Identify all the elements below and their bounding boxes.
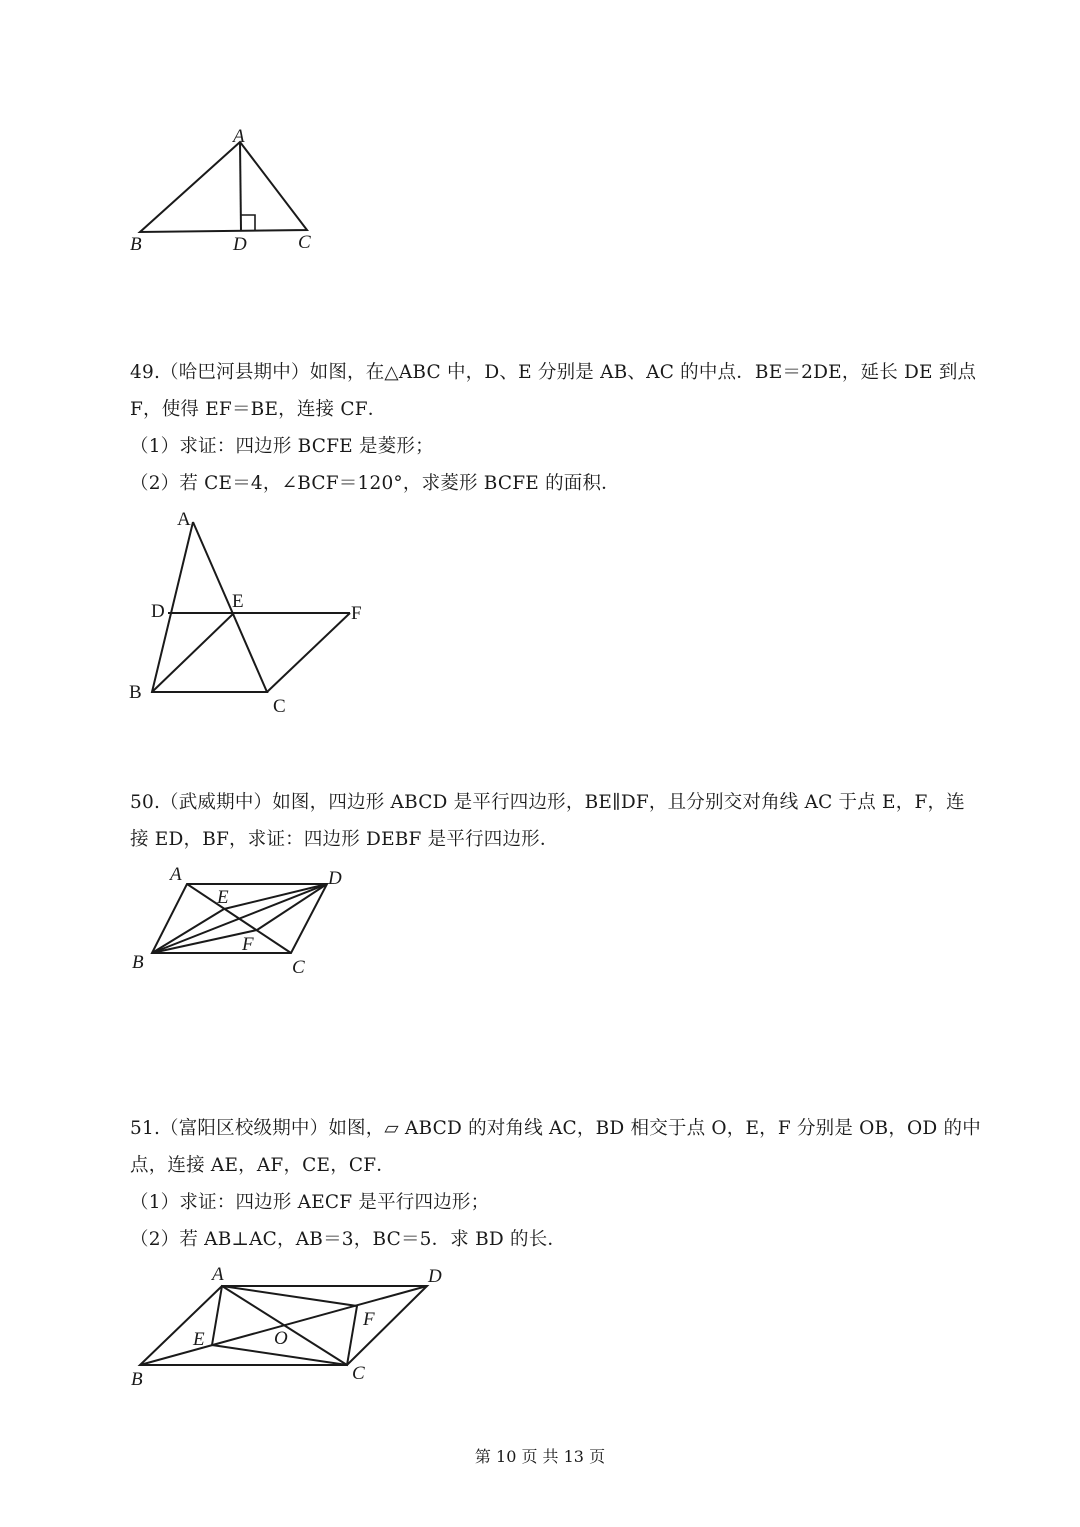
figure-q51-parallelogram [120, 1258, 460, 1393]
q49-line1: 49.（哈巴河县期中）如图，在△ABC 中，D、E 分别是 AB、AC 的中点．BE＝2DE，延长 DE 到点 [130, 362, 977, 383]
q51-line2: 点，连接 AE，AF，CE，CF． [130, 1155, 395, 1176]
label-d: D [428, 1266, 442, 1287]
label-e: E [217, 887, 229, 908]
q51-part1: （1）求证：四边形 AECF 是平行四边形； [130, 1192, 490, 1213]
q49-part2: （2）若 CE＝4，∠BCF＝120°，求菱形 BCFE 的面积． [130, 473, 620, 494]
label-c: C [352, 1363, 365, 1384]
segment-be [152, 613, 234, 692]
label-d: D [151, 601, 165, 622]
page-number-footer: 第 10 页 共 13 页 [474, 1447, 606, 1466]
label-b: B [131, 1369, 143, 1390]
label-c: C [298, 232, 311, 253]
figure-q49-rhombus [120, 505, 390, 720]
q50-line2: 接 ED，BF，求证：四边形 DEBF 是平行四边形． [130, 829, 559, 850]
q49-line2: F，使得 EF＝BE，连接 CF． [130, 399, 387, 420]
figure-q50-parallelogram [120, 860, 360, 985]
q51-line1: 51.（富阳区校级期中）如图，▱ ABCD 的对角线 AC，BD 相交于点 O，E，F 分别是 OB，OD 的中 [130, 1118, 981, 1139]
altitude-ad [240, 142, 241, 231]
label-f: F [351, 603, 362, 624]
label-a: A [177, 509, 191, 530]
triangle-abc [140, 142, 307, 232]
label-e: E [193, 1329, 205, 1350]
label-b: B [132, 952, 144, 973]
label-e: E [232, 591, 244, 612]
label-a: A [212, 1264, 224, 1285]
q49-part1: （1）求证：四边形 BCFE 是菱形； [130, 436, 434, 457]
label-o: O [274, 1328, 288, 1349]
label-a: A [170, 864, 182, 885]
label-d: D [233, 234, 247, 255]
label-b: B [130, 234, 142, 255]
q50-line1: 50.（武威期中）如图，四边形 ABCD 是平行四边形，BE∥DF，且分别交对角线 AC 于点 E，F，连 [130, 792, 965, 813]
segment-cf [267, 613, 350, 692]
q51-part2: （2）若 AB⊥AC，AB＝3，BC＝5．求 BD 的长． [130, 1229, 567, 1250]
label-a: A [233, 126, 245, 147]
label-b: B [129, 682, 142, 703]
figure-triangle-altitude [120, 120, 340, 260]
diagonal-bd [140, 1286, 427, 1365]
label-c: C [292, 957, 305, 978]
label-f: F [363, 1309, 375, 1330]
diagonal-bd [152, 884, 327, 953]
side-ab-bc [152, 522, 267, 692]
right-angle-mark [241, 215, 255, 230]
label-c: C [273, 696, 286, 717]
label-f: F [242, 934, 254, 955]
label-d: D [328, 868, 342, 889]
